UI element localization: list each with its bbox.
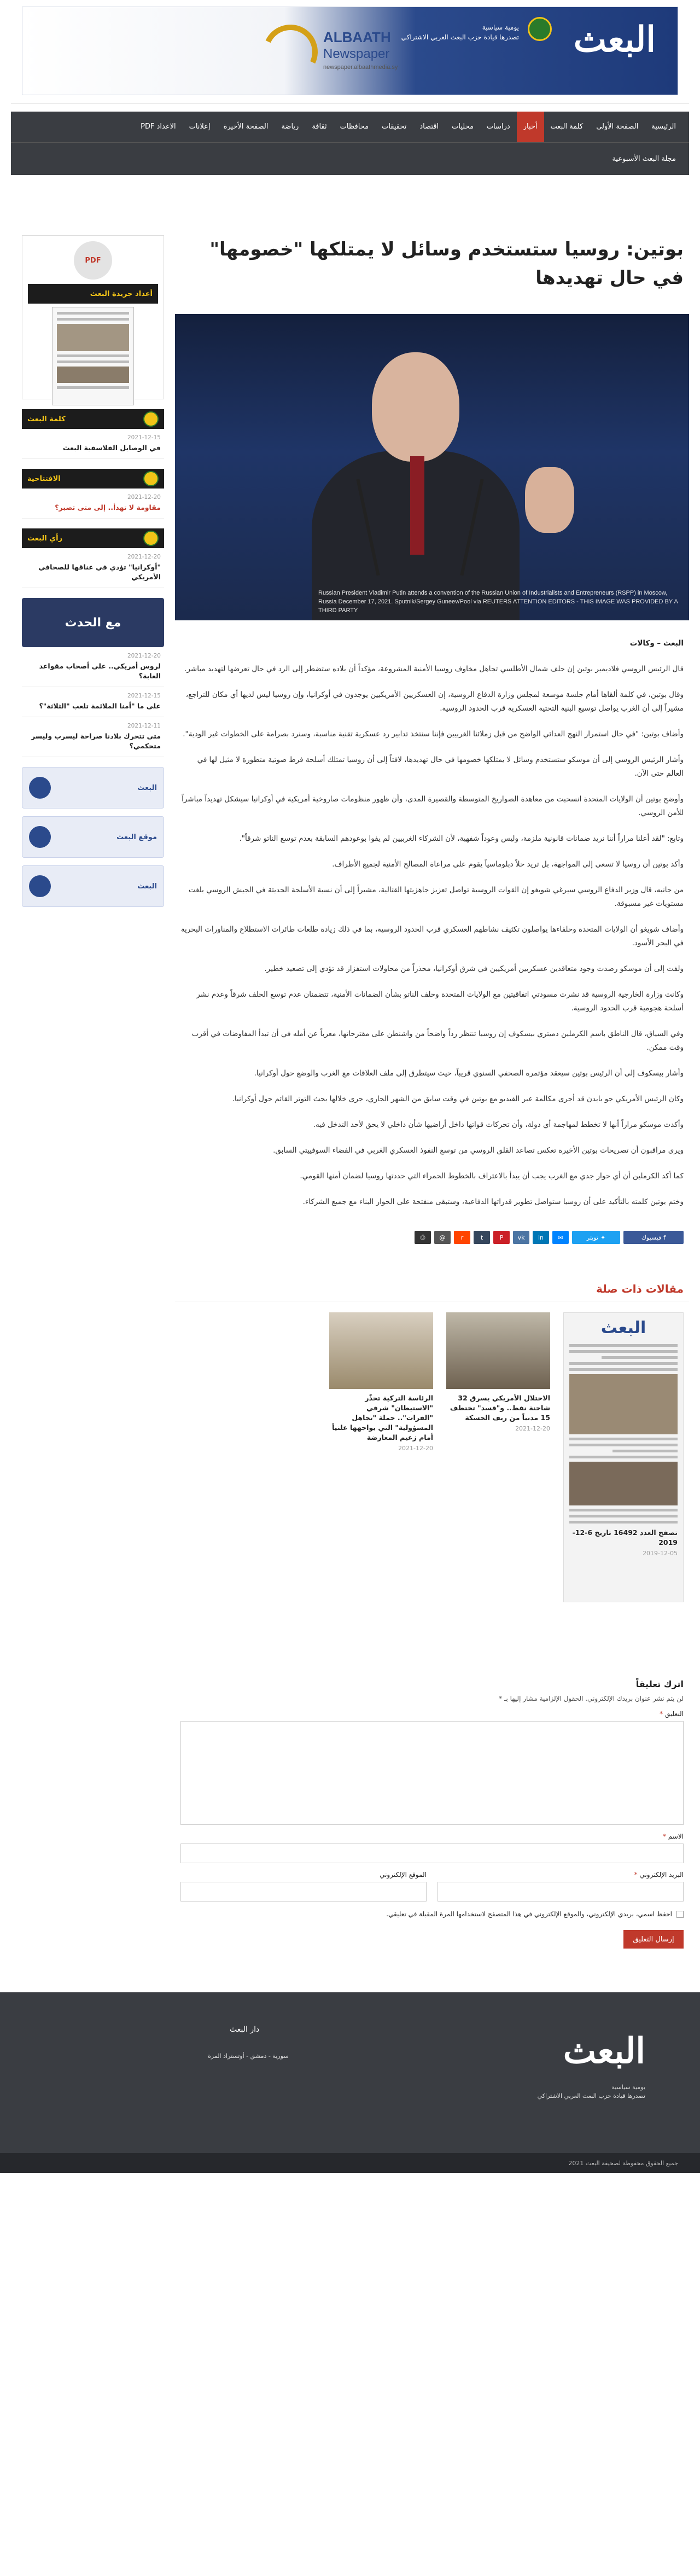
feature-banner[interactable]: مع الحدث: [22, 598, 164, 647]
widget-3-label: البعث: [137, 882, 157, 891]
related-issue-card[interactable]: [563, 1312, 684, 1602]
footer-address: سورية - دمشق - أوتستراد المزة: [208, 2052, 289, 2060]
nav-item[interactable]: الصفحة الأولى: [596, 123, 639, 131]
share-facebook-label: فيسبوك: [641, 1234, 662, 1241]
emblem-icon: [29, 777, 51, 799]
econ-heading: [22, 469, 164, 489]
article-paragraph: وأكد بوتين أن روسيا لا تسعى إلى المواجهة، بل تريد حلاً دبلوماسياً يقوم على مراعاة المصالح الأمنية لجميع الأطراف.: [332, 860, 684, 869]
article-paragraph: وختم بوتين كلمته بالتأكيد على أن روسيا ستواصل تطوير قدراتها الدفاعية، وستبقى منفتحة على الحوار البناء مع جميع الشركاء.: [302, 1197, 684, 1206]
article-paragraph: قال الرئيس الروسي فلاديمير بوتين إن حلف شمال الأطلسي تجاهل مخاوف روسيا الأمنية المشروعة، مؤكداً أن بلاده ستضطر إلى الرد في حال تعرضها لتهديد مباشر.: [184, 665, 684, 673]
name-label-text: الاسم: [668, 1833, 684, 1840]
pinterest-icon[interactable]: P: [493, 1231, 510, 1244]
print-icon[interactable]: ⎙: [415, 1231, 431, 1244]
nav-item[interactable]: الرئيسية: [651, 123, 676, 131]
brand-banner[interactable]: [22, 7, 678, 95]
page: [11, 0, 689, 1949]
related-articles: [175, 1301, 689, 1602]
reddit-icon[interactable]: r: [454, 1231, 470, 1244]
nav-item[interactable]: تحقيقات: [382, 123, 407, 131]
nav-item[interactable]: محليات: [452, 123, 474, 131]
nav-item[interactable]: اقتصاد: [419, 123, 439, 131]
consent-label: احفظ اسمي، بريدي الإلكتروني، والموقع الإلكتروني في هذا المتصفح لاستخدامها المرة المقبلة في تعليقي.: [386, 1910, 672, 1918]
party-emblem-icon: [528, 17, 552, 41]
article-paragraph: وتابع: "لقد أعلنا مراراً أننا نريد ضمانات قانونية ملزمة، وليس وعوداً شفهية، لأن الشركاء الغربيين لم يفوا بوعودهم السابقة بعدم توسع الناتو شرقاً".: [239, 834, 684, 843]
related-heading: مقالات ذات صلة: [175, 1282, 689, 1301]
website-label: الموقع الإلكتروني: [380, 1871, 427, 1879]
comment-note: لن يتم نشر عنوان بريدك الإلكتروني. الحقول الإلزامية مشار إليها بـ *: [499, 1695, 684, 1702]
article-paragraph: وقال بوتين، في كلمة ألقاها أمام جلسة موسعة لمجلس وزارة الدفاع الروسية، إن العسكريين الأمريكيين يوجدون في أوكرانيا، وإن روسيا ليس لديها أي مكان للتراجع، مشيراً إلى أن الغرب يواصل توسيع البنية التحتية العسكرية قرب الحدود الروسية.: [185, 690, 684, 713]
side-item[interactable]: [22, 647, 164, 687]
article-paragraph: وأشار الرئيس الروسي إلى أن موسكو ستستخدم وسائل لا يمتلكها خصومها في حال تهديدها، لافتاً إلى أن روسيا تمتلك أسلحة فرط صوتية متطورة لا مثيل لها في العالم حتى الآن.: [197, 755, 684, 778]
article-paragraph: وأضاف شويغو أن الولايات المتحدة وحلفاءها يواصلون تكثيف نشاطهم العسكري قرب الحدود الروسية، بما في ذلك زيادة طلعات طائرات الاستطلاع والمناورات البحرية في البحر الأسود.: [180, 925, 684, 947]
footer-tagline-1: يومية سياسية: [611, 2084, 645, 2091]
emblem-icon: [143, 531, 159, 546]
side-item-date: 2021-12-15: [127, 434, 161, 441]
twitter-icon: ✦: [600, 1234, 606, 1241]
brand-tagline-2: تصدرها قيادة حزب البعث العربي الاشتراكي: [401, 33, 519, 41]
related-thumbnail: [329, 1312, 433, 1389]
nav-item[interactable]: ثقافة: [312, 123, 327, 131]
article-paragraph: ولفت إلى أن موسكو رصدت وجود متعاقدين عسكريين أمريكيين في شرق أوكرانيا، محذراً من محاولات استفزاز قد تؤدي إلى تصعيد خطير.: [264, 964, 684, 973]
sidebar-widget-1[interactable]: [22, 767, 164, 809]
side-item[interactable]: [22, 548, 164, 588]
side-item-date: 2021-12-20: [127, 653, 161, 659]
sidebar-widget-2[interactable]: [22, 816, 164, 858]
side-item-title[interactable]: متى تتحرك بلادنا صراحة ليسرب وليسر متحكمي؟: [31, 732, 161, 750]
issue-logo: البعث: [600, 1318, 646, 1338]
side-item[interactable]: [22, 429, 164, 459]
nav-item[interactable]: الصفحة الأخيرة: [223, 123, 269, 131]
footer-logo[interactable]: البعث: [563, 2031, 645, 2072]
side-item-title[interactable]: لروس أمريكي.. على أصحاب مقواعد الغابة؟: [39, 662, 161, 680]
nav-item[interactable]: كلمة البعث: [550, 123, 584, 131]
article-body: [175, 620, 689, 1209]
brand-logo-ar[interactable]: البعث: [573, 19, 656, 60]
main-nav: [11, 112, 689, 142]
email-site-row: [175, 1863, 689, 1902]
hero-figure-tie: [410, 456, 424, 555]
side-item-title[interactable]: مقاومة لا تهدأ.. إلى متى تصبر؟: [55, 503, 161, 511]
side-item-title[interactable]: في الوصايل الفلاسفية البعث: [62, 444, 161, 452]
issue-title[interactable]: تصفح العدد 16492 تاريخ 6-12-2019: [572, 1528, 678, 1546]
share-bar: [175, 1231, 689, 1244]
email-input[interactable]: [438, 1882, 684, 1902]
submit-comment-button[interactable]: إرسال التعليق: [623, 1930, 684, 1949]
brand-en-title: ALBAATH: [323, 29, 391, 45]
pdf-block: [22, 235, 164, 399]
footer-copyright: جميع الحقوق محفوظة لصحيفة البعث 2021: [0, 2153, 700, 2173]
footer-home[interactable]: دار البعث: [230, 2025, 260, 2034]
name-input[interactable]: [180, 1844, 684, 1863]
website-col: [180, 1863, 427, 1902]
side-item-date: 2021-12-20: [127, 494, 161, 501]
brand-url: newspaper.albaathmedia.sy: [323, 64, 398, 71]
site-footer: [0, 1992, 700, 2173]
article-title: بوتين: روسيا ستستخدم وسائل لا يمتلكها "خصومها" في حال تهديدها: [209, 239, 684, 289]
sub-nav: [11, 142, 689, 175]
related-date: 2021-12-20: [515, 1425, 550, 1432]
related-title[interactable]: الاحتلال الأمريكي يسرق 32 شاحنة نفط.. و"قسد" تختطف 15 مدنياً من ريف الحسكة: [450, 1394, 550, 1422]
website-input[interactable]: [180, 1882, 427, 1902]
side-item-title[interactable]: "أوكرانيا" تؤدي في عناقها للصحافي الأمريكي: [38, 563, 161, 581]
linkedin-icon[interactable]: in: [533, 1231, 549, 1244]
email-label: البريد الإلكتروني *: [634, 1871, 684, 1879]
nav-item[interactable]: رياضة: [281, 123, 299, 131]
consent-checkbox[interactable]: [676, 1911, 684, 1918]
side-item[interactable]: [22, 687, 164, 717]
emblem-icon: [29, 826, 51, 848]
word-block: [22, 409, 164, 459]
article-paragraph: وأضاف بوتين: "في حال استمرار النهج العدائي الواضح من قبل زملائنا الغربيين فإننا سنتخذ تدابير رد عسكرية تقنية مناسبة، وسنرد بصرامة على الخطوات غير الودية".: [183, 730, 684, 739]
word-heading: [22, 409, 164, 429]
nav-item[interactable]: دراسات: [486, 123, 510, 131]
widget-2-label: موقع البعث: [116, 833, 157, 841]
sidebar-widget-3[interactable]: [22, 865, 164, 907]
comment-textarea[interactable]: [180, 1721, 684, 1825]
hero-figure-hand: [525, 467, 574, 533]
side-item-date: 2021-12-11: [127, 723, 161, 729]
opinion-block: [22, 528, 164, 588]
content-layout: [11, 175, 689, 1949]
related-thumbnail: [446, 1312, 550, 1389]
comment-label: التعليق *: [660, 1710, 684, 1718]
econ-block: [22, 469, 164, 519]
share-twitter-button[interactable]: [572, 1231, 620, 1244]
tumblr-icon[interactable]: t: [474, 1231, 490, 1244]
messenger-icon[interactable]: ✉: [552, 1231, 569, 1244]
emblem-icon: [143, 411, 159, 427]
article-paragraph: وأوضح بوتين أن الولايات المتحدة انسحبت من معاهدة الصواريخ المتوسطة والقصيرة المدى، وأن ظهور منظومات صاروخية أمريكية في أوكرانيا سيشكل تهديداً مباشراً للأمن الروسي.: [182, 795, 684, 817]
article-paragraph: كما أكد الكرملين أن أي حوار جدي مع الغرب يجب أن يبدأ بالاعتراف بالخطوط الحمراء التي حددتها روسيا لضمان أمنها القومي.: [300, 1172, 684, 1181]
swoosh-icon: [255, 17, 325, 87]
email-col: [438, 1863, 684, 1902]
side-item[interactable]: [22, 489, 164, 519]
pdf-heading: [28, 284, 158, 304]
opinion-heading-label: رأي البعث: [27, 534, 63, 543]
share-facebook-button[interactable]: [623, 1231, 684, 1244]
issue-thumbnail: [569, 1344, 678, 1523]
article-byline: البعث – وكالات: [629, 639, 684, 648]
footer-tagline-2: تصدرها قيادة حزب البعث العربي الاشتراكي: [537, 2092, 645, 2100]
pdf-widget[interactable]: [22, 235, 164, 399]
image-caption: Russian President Vladimir Putin attends a convention of the Russian Union of Industrialists and Entrepreneurs (RSPP) in Moscow, Russia December 17, 2021. Sputnik/Sergey Guneev/Pool via REUTERS ATTENTION EDITORS - THIS IMAGE WAS PROVIDED BY A THIRD PARTY: [318, 590, 678, 614]
article-paragraph: وفي السياق، قال الناطق باسم الكرملين دميتري بيسكوف إن روسيا تنتظر رداً واضحاً من واشنطن على مقترحاتها، معرباً عن أمله في أن تبدأ المفاوضات في أقرب وقت ممكن.: [191, 1030, 684, 1052]
nav-item[interactable]: إعلانات: [189, 123, 211, 131]
nav-item[interactable]: أخبار: [517, 112, 544, 142]
brand-tagline: [401, 22, 519, 42]
pdf-heading-label: أعداد جريدة البعث: [90, 289, 153, 298]
side-item-date: 2021-12-20: [127, 554, 161, 560]
side-item[interactable]: [22, 717, 164, 757]
issue-date: 2019-12-05: [643, 1550, 678, 1557]
name-label: الاسم *: [662, 1833, 684, 1840]
brand-logo-en[interactable]: [263, 19, 405, 84]
article-paragraph: وكانت وزارة الخارجية الروسية قد نشرت مسودتي اتفاقيتين مع الولايات المتحدة وحلف الناتو بشأن الضمانات الأمنية، تتضمنان عدم توسع الحلف شرقاً وعدم نشر أسلحة هجومية قرب الحدود الروسية.: [196, 990, 684, 1013]
related-card[interactable]: [329, 1312, 433, 1602]
article-paragraph: وأكدت موسكو مراراً أنها لا تخطط لمهاجمة أي دولة، وأن تحركات قواتها داخل أراضيها شأن داخلي لا يحق لأحد التدخل فيه.: [313, 1120, 684, 1129]
article-paragraph: ويرى مراقبون أن تصريحات بوتين الأخيرة تعكس تصاعد القلق الروسي من توسع النفوذ العسكري الغربي في الفضاء السوفييتي السابق.: [273, 1146, 684, 1155]
article-column: [175, 235, 689, 1949]
consent-row: [175, 1902, 689, 1918]
nav-item[interactable]: الاعداد PDF: [141, 123, 176, 131]
article-paragraph: وأشار بيسكوف إلى أن الرئيس بوتين سيعقد مؤتمره الصحفي السنوي قريباً، حيث سيتطرق إلى ملف العلاقات مع الغرب والوضع حول أوكرانيا.: [254, 1069, 684, 1078]
email-icon[interactable]: @: [434, 1231, 451, 1244]
share-twitter-label: تويتر: [586, 1234, 598, 1241]
emblem-icon: [29, 875, 51, 897]
brand-tagline-1: يومية سياسية: [482, 24, 519, 31]
widget-1-label: البعث: [137, 783, 157, 792]
emblem-icon: [143, 471, 159, 486]
related-date: 2021-12-20: [398, 1445, 433, 1452]
footer-tagline: [525, 2083, 645, 2101]
opinion-heading: [22, 528, 164, 548]
article-paragraphs: [180, 662, 684, 1209]
comment-heading: اترك تعليقاً: [635, 1679, 684, 1689]
email-label-text: البريد الإلكتروني: [639, 1871, 684, 1879]
article-paragraph: وكان الرئيس الأمريكي جو بايدن قد أجرى مكالمة عبر الفيديو مع بوتين في وقت سابق من الشهر الجاري، جرى خلالها بحث التوتر القائم حول أوكرانيا.: [232, 1095, 684, 1103]
econ-heading-label: الافتتاحية: [27, 474, 61, 483]
side-item-date: 2021-12-15: [127, 693, 161, 699]
side-item-title[interactable]: على ما "أمنا الملائمة تلعب "الثلاثة"؟: [39, 702, 161, 710]
comment-label-text: التعليق: [664, 1710, 684, 1718]
feature-block: [22, 598, 164, 757]
vk-icon[interactable]: vk: [513, 1231, 529, 1244]
facebook-icon: f: [663, 1234, 666, 1241]
related-title[interactable]: الرئاسة التركية تحذّر "الاستيطان" شرقي "الفرات".. حملة "تجاهل المسؤولية" التي يواجهها علنياً أمام زعيم المعارضة: [332, 1394, 433, 1441]
related-card[interactable]: [446, 1312, 550, 1602]
article-paragraph: من جانبه، قال وزير الدفاع الروسي سيرغي شويغو إن القوات الروسية تواصل تعزيز جاهزيتها القتالية، مشيراً إلى أن نسبة الأسلحة الحديثة في الجيش الروسي بلغت مستويات غير مسبوقة.: [188, 886, 684, 908]
pdf-icon: PDF: [74, 241, 112, 280]
sidebar: [22, 235, 164, 1949]
brand-en-sub: Newspaper: [323, 46, 390, 61]
nav-item-weekly[interactable]: مجلة البعث الأسبوعية: [612, 154, 676, 163]
hero-figure-head: [372, 352, 459, 462]
nav-item[interactable]: محافظات: [340, 123, 369, 131]
word-heading-label: كلمة البعث: [27, 415, 66, 423]
article-hero-image[interactable]: [175, 314, 689, 620]
pdf-cover-thumbnail[interactable]: [52, 307, 134, 405]
site-header: [11, 0, 689, 104]
